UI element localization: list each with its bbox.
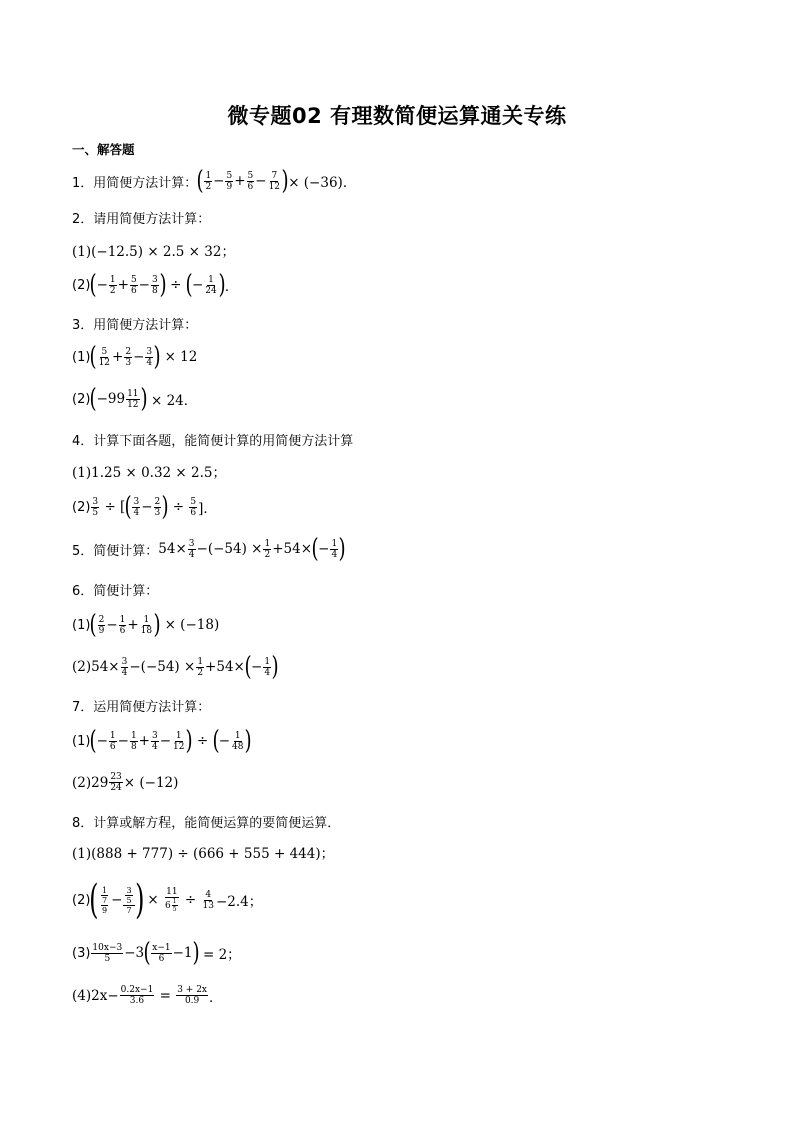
question-label: 7．运用简便方法计算： [72,700,211,715]
question-6-part-2: (2)54× $\frac{3}{4}$ −(−54) × $\frac{1}{2}$ +54× ( − $\frac{1}{4}$ ) [72,652,279,682]
question-2-part-2: (2) ( − $\frac{1}{2}$ + $\frac{5}{6}$ − $\frac{3}{8}$ ) ÷ ( − $\frac{1}{24}$ ) ． [72,270,239,300]
section-heading: 一、解答题 [72,142,135,157]
question-8-part-1: (1)(888 + 777) ÷ (666 + 555 + 444)； [72,846,335,862]
question-label: 8．计算或解方程，能简便运算的要简便运算． [72,816,341,831]
question-1 [72,168,356,194]
question-6-part-1: (1) ( $\frac{2}{9}$ − $\frac{1}{6}$ + $\frac{1}{18}$ ) × (−18) [72,610,220,640]
question-2 [72,208,210,227]
question-8-part-2: (2) ( $\frac{1}{\frac{7}{9}}$ − $\frac{\frac{3}{5}}{7}$ ) × 11 6 $\frac{1}{5}$ ÷ $\frac{4}{13}$ −2.4； [72,877,263,923]
expression: ( $\frac{1}{2}$ − $\frac{5}{9}$ + $\frac{5}{6}$ − $\frac{7}{12}$ ) × (−36)． [196,166,357,196]
question-label: 6．简便计算： [72,584,159,599]
question-8-part-3: (3) $\frac{10x-3}{5}$ −3 ( $\frac{x-1}{6}$ −1 ) = 2； [72,938,241,968]
question-5: 5．简便计算： 54× $\frac{3}{4}$ −(−54) × $\frac{1}{2}$ +54× ( − $\frac{1}{4}$ ) [72,534,346,564]
question-7-part-1: (1) ( − $\frac{1}{6}$ − $\frac{1}{8}$ + $\frac{3}{4}$ − $\frac{1}{12}$ ) ÷ ( − $\frac{1}{48}$ ) [72,726,253,756]
question-8-part-4: (4)2x− $\frac{0.2x-1}{3.6}$ = $\frac{3 + 2x}{0.9}$ ． [72,985,223,1006]
question-3-part-2: (2) ( −99 $\frac{11}{12}$ ) × 24． [72,384,198,414]
page-title: 微专题02 有理数简便运算通关专练 [227,104,567,128]
question-2-part-1: (1)(−12.5) × 2.5 × 32； [72,244,235,260]
question-6 [72,580,158,599]
question-label: 4．计算下面各题，能简便计算的用简便方法计算 [72,434,354,449]
question-label: 2．请用简便方法计算： [72,212,211,227]
question-8 [72,812,340,831]
question-label: 3．用简便方法计算： [72,318,198,333]
question-3 [72,314,197,333]
question-7-part-2: (2)29 $\frac{23}{24}$ × (−12) [72,772,179,793]
question-4-part-2: (2) $\frac{3}{5}$ ÷ [ ( $\frac{3}{4}$ − $\frac{2}{3}$ ) ÷ $\frac{5}{6}$ ]． [72,492,217,522]
question-label: 5．简便计算： [72,543,159,559]
question-4 [72,430,353,449]
question-7 [72,696,210,715]
question-label: 1．用简便方法计算： [72,175,198,191]
question-4-part-1: (1)1.25 × 0.32 × 2.5； [72,465,226,481]
question-3-part-1: (1) ( $\frac{5}{12}$ + $\frac{2}{3}$ − $\frac{3}{4}$ ) × 12 [72,342,198,372]
